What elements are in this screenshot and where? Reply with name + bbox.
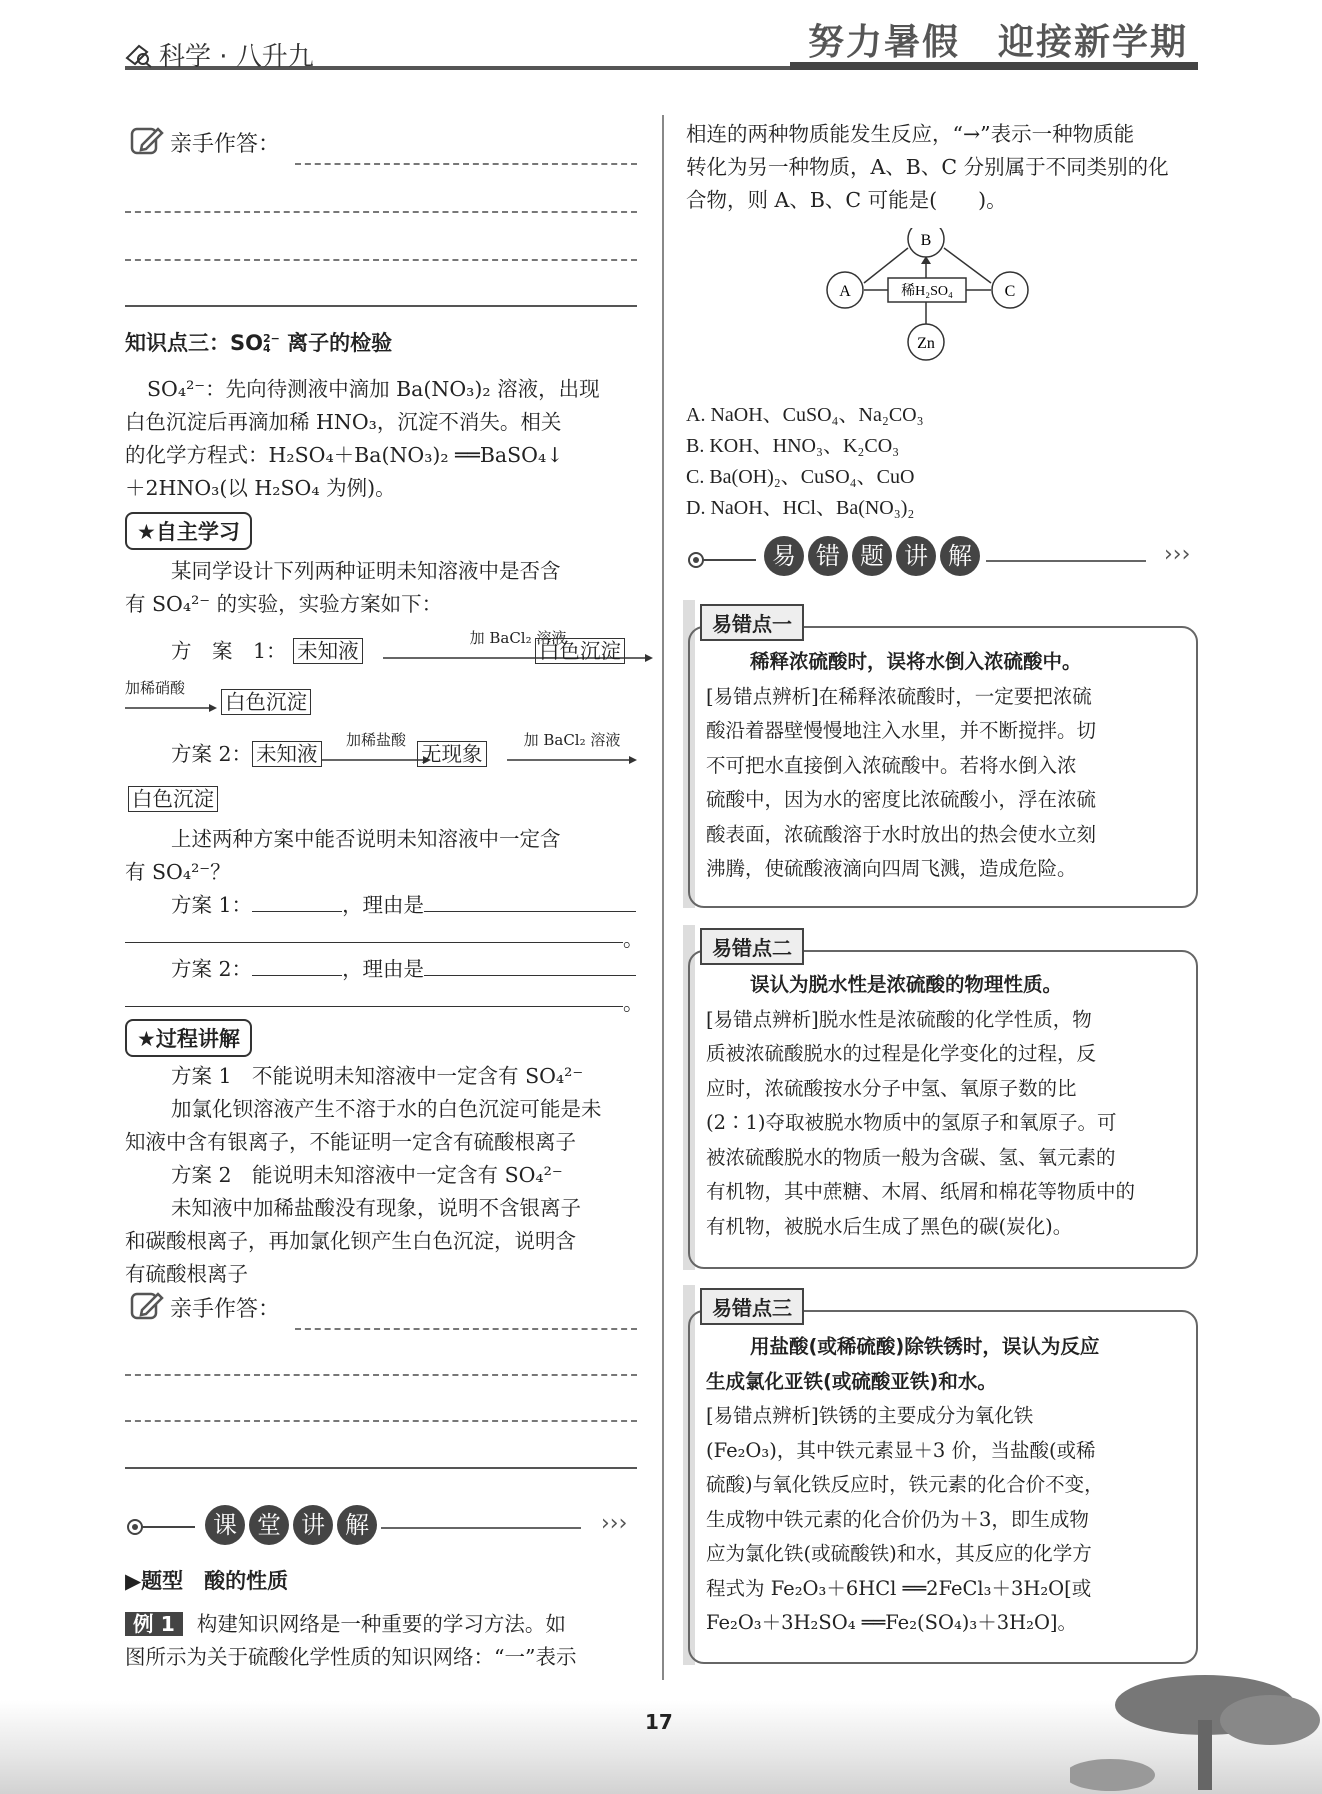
text-line: 不可把水直接倒入浓硫酸中。若将水倒入浓 [706,753,1077,777]
answer-area-1 [130,125,280,158]
text-line: 硫酸中，因为水的密度比浓硫酸小，浮在浓硫 [706,788,1097,811]
banner-char: 讲 [896,536,936,576]
node-c-label: C [1004,283,1016,300]
right-arrow-icon [321,755,431,765]
knowledge-point-body [125,373,642,505]
chevrons-right-icon: ››› [1164,542,1191,567]
text-line: 方案 1 不能说明未知溶液中一定含有 SO₄²⁻ [171,1064,584,1088]
option-b[interactable]: B. KOH、HNO₃、K₂CO₃ [686,435,900,457]
arrow-label: 加 BaCl₂ 溶液 [469,629,567,647]
node-a-label: A [839,283,851,300]
node-b-label: B [920,232,932,249]
kp-title-tail: 离子的检验 [279,331,393,355]
text-line: 有机物，被脱水后生成了黑色的碳(炭化)。 [706,1214,1073,1238]
mistake-banner [686,536,1198,580]
answer-plan-2-label: 方案 2： [171,957,253,981]
plan-2-box-3-text: 白色沉淀 [128,786,218,812]
answer-blank-input[interactable] [252,951,342,976]
node-h2so4-label: 稀H₂SO₄ [901,284,953,299]
banner-char: 错 [808,536,848,576]
example-tag: 例 1 [125,1612,183,1636]
mistake-2-tag: 易错点二 [700,928,804,965]
class-banner [125,1505,637,1549]
pencil-note-icon [130,125,164,157]
period: 。 [623,991,644,1015]
plan-1-box-unknown: 未知液 [293,638,363,664]
arrow-label: 加稀盐酸 [345,731,406,749]
reason-blank-input[interactable] [424,887,636,912]
separator [125,305,637,307]
options [686,400,924,524]
option-a[interactable]: A. NaOH、CuSO₄、Na₂CO₃ [686,404,924,426]
self-study-body [125,555,637,621]
text-line: 方案 2 能说明未知溶液中一定含有 SO₄²⁻ [171,1163,563,1187]
answer-plan-1 [171,887,641,922]
answer-line [125,1420,637,1422]
tree-icon [1070,1665,1320,1794]
banner-char: 题 [852,536,892,576]
text-line: [易错点辨析]铁锈的主要成分为氧化铁 [706,1404,1034,1427]
process-body [125,1060,645,1291]
node-zn-label: Zn [917,335,935,352]
text-line: 应为氯化铁(或硫酸铁)和水，其反应的化学方 [706,1542,1092,1565]
header-subject-text: 科学 · 八升九 [159,42,314,72]
mistake-1-title: 稀释浓硫酸时，误将水倒入浓硫酸中。 [750,650,1082,673]
text-line: 沸腾，使硫酸液滴向四周飞溅，造成危险。 [706,857,1077,880]
answer-line [125,211,637,213]
kp-title-sub: 4 [262,342,271,355]
plan-2-label: 方案 2： [171,742,253,766]
text-line: 和碳酸根离子，再加氯化钡产生白色沉淀，说明含 [125,1229,576,1253]
answer-plan-2 [171,951,641,986]
banner-char: 堂 [249,1505,289,1545]
text-line: 有机物，其中蔗糖、木屑、纸屑和棉花等物质中的 [706,1180,1136,1203]
answer-line [125,1374,637,1376]
text-line: 生成物中铁元素的化合价仍为＋3，即生成物 [706,1507,1089,1531]
plan-1-box-precipitate [535,635,625,668]
text-line: 有 SO₄²⁻？ [125,860,231,884]
text-line: 程式为 Fe₂O₃＋6HCl ══2FeCl₃＋3H₂O[或 [706,1576,1092,1600]
text-line: 加氯化钡溶液产生不溶于水的白色沉淀可能是未 [171,1097,602,1121]
text-line: 硫酸)与氧化铁反应时，铁元素的化合价不变， [706,1473,1104,1496]
option-d[interactable]: D. NaOH、HCl、Ba(NO₃)₂ [686,497,915,519]
plan-2-arrow-2 [507,729,637,769]
mistake-1-body [706,645,1181,887]
plan-2-arrow-1 [321,729,431,769]
knowledge-network-diagram [826,228,1056,403]
column-divider [662,115,664,1680]
text-line: 酸表面，浓硫酸溶于水时放出的热会使水立刻 [706,822,1097,846]
text-line: (2∶1)夺取被脱水物质中的氢原子和氧原子。可 [706,1111,1117,1134]
mistake-2-title: 误认为脱水性是浓硫酸的物理性质。 [750,973,1063,996]
text-line: 质被浓硫酸脱水的过程是化学变化的过程，反 [706,1042,1097,1065]
left-column [125,115,644,1695]
separator [125,1467,637,1469]
right-arrow-icon [507,755,637,765]
answer-line [295,1328,637,1330]
reason-line-input[interactable] [125,942,623,943]
text-line: 有硫酸根离子 [125,1262,248,1286]
mistake-3-body [706,1330,1181,1641]
text-line: [易错点辨析]脱水性是浓硫酸的化学性质，物 [706,1007,1092,1031]
example-1 [125,1608,645,1674]
page-number: 17 [645,1710,673,1734]
answer-label: 亲手作答： [170,132,281,157]
reason-line-input[interactable] [125,1006,623,1007]
plan-2-box-unknown: 未知液 [252,741,322,767]
banner-char: 解 [940,536,980,576]
example-continuation [686,118,1201,217]
knowledge-point-title [125,327,392,357]
answer-line [295,163,637,165]
mistake-1-tag: 易错点一 [700,604,804,641]
text-line: ＋2HNO₃(以 H₂SO₄ 为例)。 [125,476,396,500]
banner-line [986,560,1146,562]
answer-blank-input[interactable] [252,887,342,912]
plan-1-box-2: 白色沉淀 [535,638,625,664]
type-title: ▶题型 酸的性质 [125,1569,289,1593]
kp-title-text: 知识点三：SO [125,331,263,355]
text-line: [易错点辨析]在稀释浓硫酸时，一定要把浓硫 [706,684,1092,708]
reason-label: ，理由是 [342,893,425,917]
reason-blank-input[interactable] [424,951,636,976]
text-line: 转化为另一种物质，A、B、C 分别属于不同类别的化 [686,155,1169,179]
chevrons-right-icon: ››› [601,1511,628,1536]
option-c[interactable]: C. Ba(OH)₂、CuSO₄、CuO [686,466,915,488]
text-line: 某同学设计下列两种证明未知溶液中是否含 [171,559,561,583]
arrow-label: 加 BaCl₂ 溶液 [523,731,621,749]
banner-char: 易 [764,536,804,576]
header-slogan: 努力暑假 迎接新学期 [808,22,1189,63]
text-line: 合物，则 A、B、C 可能是( )。 [686,188,1007,212]
self-study-heading: ★自主学习 [125,512,252,550]
mistake-3-title-2: 生成氯化亚铁(或硫酸亚铁)和水。 [706,1369,997,1393]
text-line: 构建知识网络是一种重要的学习方法。如 [196,1612,566,1636]
text-line: 应时，浓硫酸按水分子中氢、氧原子数的比 [706,1076,1077,1100]
text-line: Fe₂O₃＋3H₂SO₄ ══Fe₂(SO₄)₃＋3H₂O]。 [706,1611,1078,1634]
header-subject [125,36,314,73]
banner-char: 讲 [293,1505,333,1545]
process-heading: ★过程讲解 [125,1019,252,1057]
kp-title-sup: 2− [262,332,280,345]
answer-line [125,259,637,261]
banner-line [381,1527,581,1529]
plan-2 [171,738,322,771]
plan-2-box-2 [417,738,487,771]
plan-2-box-no-phenomenon: 无现象 [417,741,487,767]
text-line: 知液中含有银离子，不能证明一定含有硫酸根离子 [125,1130,576,1154]
plan-1-label: 方 案 1： [171,639,287,663]
question-body [125,823,637,889]
plan-1 [171,635,363,668]
text-line: 未知液中加稀盐酸没有现象，说明不含银离子 [171,1196,581,1220]
right-arrow-icon [125,703,217,713]
book-search-icon [125,42,153,68]
period: 。 [623,927,644,951]
text-line: (Fe₂O₃)，其中铁元素显＋3 价，当盐酸(或稀 [706,1438,1096,1462]
plan-1-box-3-text: 白色沉淀 [221,689,311,715]
pencil-note-icon [130,1290,164,1322]
plan-1-box-3 [221,686,311,719]
text-line: 白色沉淀后再滴加稀 HNO₃，沉淀不消失。相关 [125,410,562,434]
text-line: 有 SO₄²⁻ 的实验，实验方案如下： [125,592,443,616]
banner-char: 课 [205,1505,245,1545]
text-line: SO₄²⁻：先向待测液中滴加 Ba(NO₃)₂ 溶液，出现 [147,377,600,401]
plan-1-arrow-2 [125,677,217,717]
reason-label: ，理由是 [342,957,425,981]
answer-label: 亲手作答： [170,1297,281,1322]
text-line: 图所示为关于硫酸化学性质的知识网络：“一”表示 [125,1645,577,1669]
text-line: 的化学方程式：H₂SO₄＋Ba(NO₃)₂ ══BaSO₄↓ [125,443,564,467]
answer-area-2 [130,1290,280,1323]
text-line: 酸沿着器壁慢慢地注入水里，并不断搅拌。切 [706,719,1097,742]
plan-2-box-3 [128,783,218,816]
mistake-3-tag: 易错点三 [700,1288,804,1325]
answer-plan-1-label: 方案 1： [171,893,253,917]
text-line: 被浓硫酸脱水的物质一般为含碳、氢、氧元素的 [706,1145,1116,1169]
mistake-3-title: 用盐酸(或稀硫酸)除铁锈时，误认为反应 [750,1335,1100,1358]
target-dot-icon [686,550,756,570]
text-line: 相连的两种物质能发生反应，“→”表示一种物质能 [686,122,1135,146]
mistake-2-body [706,968,1181,1244]
banner-char: 解 [337,1505,377,1545]
target-dot-icon [125,1517,195,1537]
text-line: 上述两种方案中能否说明未知溶液中一定含 [171,827,561,851]
arrow-label: 加稀硝酸 [125,679,186,697]
